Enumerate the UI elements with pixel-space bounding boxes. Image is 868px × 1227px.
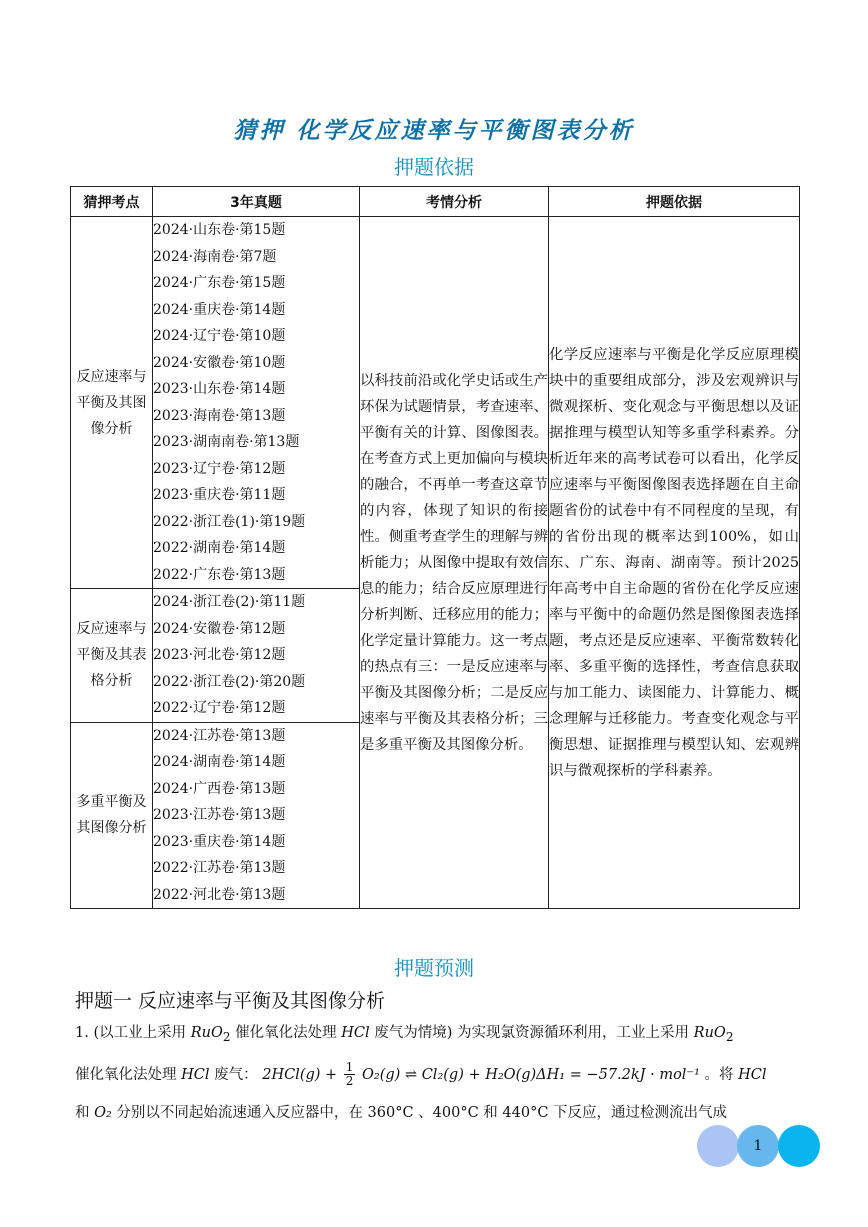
section-heading-basis: 押题依据	[394, 155, 474, 179]
point-cell: 反应速率与平衡及其表格分析	[71, 589, 153, 723]
exam-item: 2023·重庆卷·第14题	[153, 833, 286, 850]
exam-item: 2023·河北卷·第12题	[153, 647, 286, 663]
exam-item: 2024·辽宁卷·第10题	[153, 328, 286, 344]
exam-item: 2022·河北卷·第13题	[153, 886, 286, 903]
question-1	[75, 1014, 800, 1132]
exam-item: 2022·浙江卷(1)·第19题	[153, 513, 306, 530]
exam-list	[153, 722, 360, 909]
exam-item: 2024·海南卷·第7题	[153, 248, 277, 265]
exam-item: 2022·广东卷·第13题	[153, 566, 286, 583]
page-number-badge	[697, 1125, 822, 1167]
header-basis: 押题依据	[549, 187, 800, 217]
exam-item: 2022·江苏卷·第13题	[153, 860, 286, 876]
question-line-1: 1. (以工业上采用 RuO$_2$ 催化氧化法处理 HCl 废气为情境) 为实现氯资源循环利用，工业上采用 RuO$_2$	[75, 1025, 734, 1044]
header-analysis: 考情分析	[360, 187, 549, 217]
header-point: 猜押考点	[71, 187, 153, 217]
exam-item: 2023·山东卷·第14题	[153, 381, 286, 397]
exam-item: 2024·江苏卷·第13题	[153, 727, 286, 744]
exam-item: 2022·浙江卷(2)·第20题	[153, 673, 306, 690]
reaction-equation-part2: O₂(g) ⇌ Cl₂(g) + H₂O(g)ΔH₁ = −57.2kJ · mol⁻¹	[362, 1066, 700, 1083]
table-row	[71, 217, 800, 589]
exam-item: 2024·安徽卷·第10题	[153, 354, 286, 371]
exam-list	[153, 589, 360, 723]
exam-item: 2023·辽宁卷·第12题	[153, 460, 286, 477]
exam-item: 2023·海南卷·第13题	[153, 407, 286, 424]
exam-item: 2024·湖南卷·第14题	[153, 754, 286, 770]
exam-item: 2024·广西卷·第13题	[153, 780, 286, 797]
exam-item: 2023·江苏卷·第13题	[153, 807, 286, 823]
decorative-circle	[697, 1125, 739, 1167]
exam-item: 2022·辽宁卷·第12题	[153, 700, 286, 716]
exam-item: 2022·湖南卷·第14题	[153, 540, 286, 556]
fraction-one-half: $\frac{1}{2}$	[345, 1060, 354, 1089]
header-exams: 3年真题	[153, 187, 360, 217]
question-line-2: 催化氧化法处理 HCl 废气： 2HCl(g) + $\frac{1}{2}$ O₂(g) ⇌ Cl₂(g) + H₂O(g)ΔH₁ = −57.2kJ · mol⁻¹ 。将 HCl	[75, 1060, 767, 1089]
reaction-equation-part1: 2HCl(g) +	[262, 1066, 338, 1083]
exam-item: 2024·广东卷·第15题	[153, 275, 286, 291]
basis-cell: 化学反应速率与平衡是化学反应原理模块中的重要组成部分，涉及宏观辨识与微观探析、变化观念与平衡思想以及证据推理与模型认知等多重学科素养。分析近年来的高考试卷可以看出，化学反应速率与平衡图像图表选择题在自主命题省份的试卷中有不同程度的呈现，有的省份出现的概率达到100%，如山东、广东、海南、湖南等。预计2025年高考中自主命题的省份在化学反应速率与平衡中的命题仍然是图像图表选择题，考点还是反应速率、平衡常数转化率、多重平衡的选择性，考查信息获取与加工能力、读图能力、计算能力、概念理解与迁移能力。考查变化观念与平衡思想、证据推理与模型认知、宏观辨识与微观探析的学科素养。	[549, 217, 800, 909]
point-cell: 反应速率与平衡及其图像分析	[71, 217, 153, 589]
exam-item: 2024·安徽卷·第12题	[153, 620, 286, 637]
exam-analysis-table	[70, 186, 800, 909]
question-line-3: 和 O₂ 分别以不同起始流速通入反应器中，在 360°C 、400°C 和 440°C 下反应，通过检测流出气成	[75, 1104, 728, 1121]
point-cell: 多重平衡及其图像分析	[71, 722, 153, 909]
analysis-cell: 以科技前沿或化学史话或生产环保为试题情景，考查速率、平衡有关的计算、图像图表。在考查方式上更加偏向与模块的融合，不再单一考查这章节的内容，体现了知识的衔接性。侧重考查学生的理解与辨析能力；从图像中提取有效信息的能力；结合反应原理进行分析判断、迁移应用的能力；化学定量计算能力。这一考点的热点有三：一是反应速率与平衡及其图像分析；二是反应速率与平衡及其表格分析；三是多重平衡及其图像分析。	[360, 217, 549, 909]
decorative-circle	[778, 1125, 820, 1167]
question-group-heading: 押题一 反应速率与平衡及其图像分析	[75, 990, 386, 1012]
exam-item: 2023·湖南南卷·第13题	[153, 434, 300, 450]
page-number: 1	[753, 1138, 763, 1154]
document-title: 猜押 化学反应速率与平衡图表分析	[233, 117, 635, 144]
exam-list	[153, 217, 360, 589]
exam-item: 2024·浙江卷(2)·第11题	[153, 594, 306, 610]
table-header-row	[71, 187, 800, 217]
exam-item: 2024·重庆卷·第14题	[153, 301, 286, 318]
section-heading-prediction: 押题预测	[394, 956, 474, 980]
exam-item: 2024·山东卷·第15题	[153, 222, 286, 238]
exam-item: 2023·重庆卷·第11题	[153, 487, 286, 503]
